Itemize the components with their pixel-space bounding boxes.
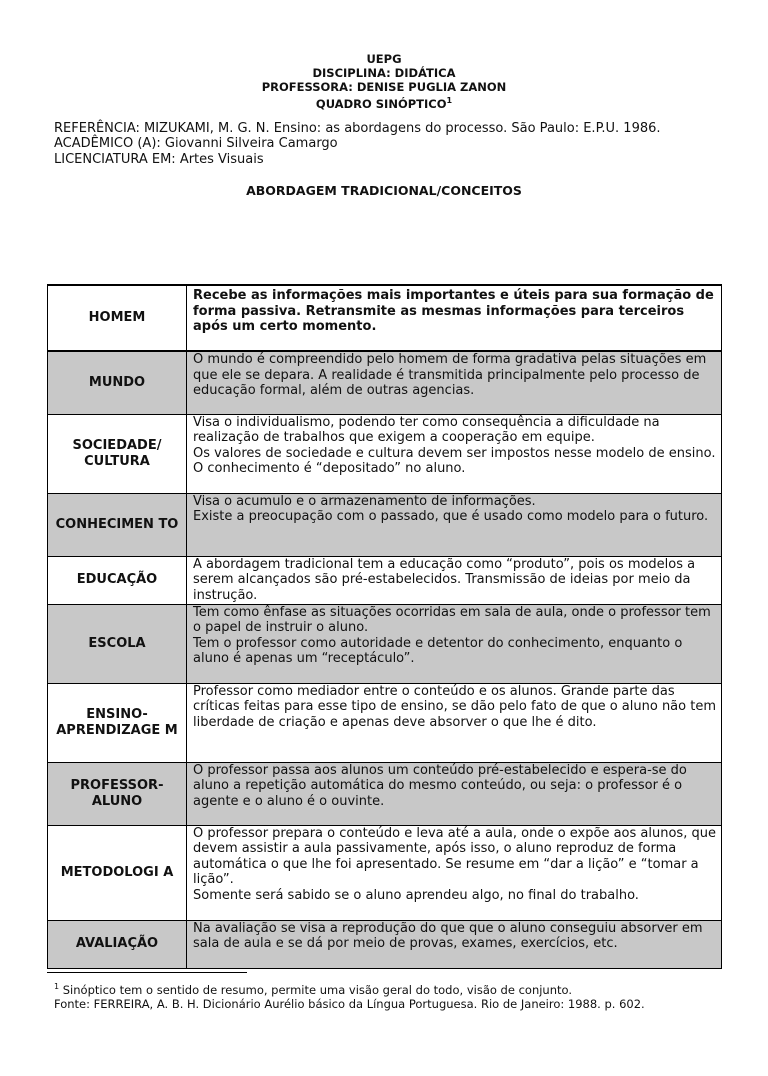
table-row	[48, 762, 722, 825]
synoptic-table	[47, 284, 722, 969]
row-label: METODOLOGI A	[48, 825, 187, 920]
row-content: A abordagem tradicional tem a educação como “produto”, pois os modelos a serem alcançados são pré-estabelecidos. Transmissão de ideias por meio da instrução.	[187, 556, 722, 604]
footnote-definition	[54, 980, 714, 997]
discipline-line: DISCIPLINA: DIDÁTICA	[312, 66, 456, 80]
academic-line: ACADÊMICO (A): Giovanni Silveira Camargo	[54, 136, 338, 152]
row-label: EDUCAÇÃO	[48, 556, 187, 604]
row-label: MUNDO	[48, 351, 187, 414]
table-row	[48, 683, 722, 762]
footnote-number: 1	[54, 982, 60, 991]
table-row	[48, 604, 722, 683]
row-content: Tem como ênfase as situações ocorridas em sala de aula, onde o professor tem o papel de instruir o aluno. Tem o professor como autoridade e detentor do conhecimento, enquanto o aluno é apenas um “receptáculo”.	[187, 604, 722, 683]
row-label: HOMEM	[48, 285, 187, 351]
document-title-text: QUADRO SINÓPTICO	[315, 96, 447, 111]
row-content: O professor passa aos alunos um conteúdo pré-estabelecido e espera-se do aluno a repetição automática do mesmo conteúdo, ou seja: o professor é o agente e o aluno é o ouvinte.	[187, 762, 722, 825]
row-content: Professor como mediador entre o conteúdo e os alunos. Grande parte das críticas feitas para esse tipo de ensino, se dão pelo fato de que o aluno não tem liberdade de criação e apenas deve absorver o que lhe é dito.	[187, 683, 722, 762]
reference-block	[54, 121, 714, 168]
footnote-text: Sinóptico tem o sentido de resumo, permite uma visão geral do todo, visão de conjunto.	[59, 982, 573, 997]
row-label: ENSINO- APRENDIZAGE M	[48, 683, 187, 762]
row-label: CONHECIMEN TO	[48, 493, 187, 556]
footnote-separator	[47, 972, 247, 973]
table-row	[48, 493, 722, 556]
row-label: AVALIAÇÃO	[48, 920, 187, 968]
footnote-marker: 1	[446, 96, 453, 105]
institution-name: UEPG	[366, 52, 402, 66]
professor-line: PROFESSORA: DENISE PUGLIA ZANON	[261, 80, 507, 94]
table-row	[48, 556, 722, 604]
reference-line: REFERÊNCIA: MIZUKAMI, M. G. N. Ensino: as abordagens do processo. São Paulo: E.P.U. 1986.	[54, 120, 661, 136]
document-title	[0, 94, 768, 111]
row-content: Recebe as informações mais importantes e úteis para sua formação de forma passiva. Retransmite as mesmas informações para terceiros após um certo momento.	[187, 285, 722, 351]
document-header	[0, 52, 768, 111]
row-content: Na avaliação se visa a reprodução do que que o aluno conseguiu absorver em sala de aula e se dá por meio de provas, exames, exercícios, etc.	[187, 920, 722, 968]
row-label: SOCIEDADE/ CULTURA	[48, 414, 187, 493]
degree-line: LICENCIATURA EM: Artes Visuais	[54, 151, 264, 167]
row-label: PROFESSOR- ALUNO	[48, 762, 187, 825]
row-content: O professor prepara o conteúdo e leva até a aula, onde o expõe aos alunos, que devem assistir a aula passivamente, após isso, o aluno reproduz de forma automática o que lhe foi apresentado. Se resume em “dar a lição” e “tomar a lição”. Somente será sabido se o aluno aprendeu algo, no final do trabalho.	[187, 825, 722, 920]
row-label: ESCOLA	[48, 604, 187, 683]
row-content: Visa o acumulo e o armazenamento de informações. Existe a preocupação com o passado, que é usado como modelo para o futuro.	[187, 493, 722, 556]
table-row	[48, 414, 722, 493]
table-row	[48, 351, 722, 414]
table-row	[48, 825, 722, 920]
row-content: Visa o individualismo, podendo ter como consequência a dificuldade na realização de trabalhos que exigem a cooperação em equipe. Os valores de sociedade e cultura devem ser impostos nesse modelo de ensino. O conhecimento é “depositado” no aluno.	[187, 414, 722, 493]
footnote-source: Fonte: FERREIRA, A. B. H. Dicionário Aurélio básico da Língua Portuguesa. Rio de Janeiro: 1988. p. 602.	[54, 996, 645, 1011]
row-content: O mundo é compreendido pelo homem de forma gradativa pelas situações em que ele se depara. A realidade é transmitida principalmente pelo processo de educação formal, além de outras agencias.	[187, 351, 722, 414]
footnote	[54, 980, 714, 1011]
table-row	[48, 920, 722, 968]
table-row	[48, 285, 722, 351]
section-title: ABORDAGEM TRADICIONAL/CONCEITOS	[246, 183, 522, 199]
